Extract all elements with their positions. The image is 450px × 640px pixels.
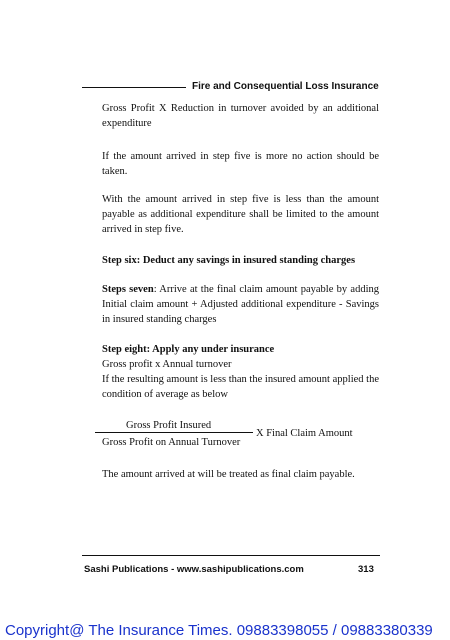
paragraph-gross-profit: Gross Profit X Reduction in turnover avoided by an additional expenditure <box>102 103 379 129</box>
step-eight-text: : Apply any under insurance <box>146 344 275 355</box>
header-rule <box>82 87 186 88</box>
step-eight <box>102 342 379 357</box>
step-six-text: : Deduct any savings in insured standing charges <box>136 255 356 266</box>
step-seven-text: : Arrive at the final claim amount payable by adding Initial claim amount + Adjusted additional expenditure - Savings in insured standing charges <box>102 284 379 325</box>
formula-denominator: Gross Profit on Annual Turnover <box>102 437 241 448</box>
step-six-label: Step six <box>102 255 137 266</box>
formula-numerator: Gross Profit Insured <box>126 420 212 431</box>
footer-publisher: Sashi Publications - www.sashipublications.com <box>84 564 304 575</box>
step-eight-label: Step eight <box>102 344 147 355</box>
running-header: Fire and Consequential Loss Insurance <box>192 81 379 92</box>
step-seven-label: Steps seven <box>102 284 154 295</box>
step-seven <box>102 282 379 327</box>
step-eight-gross-profit: Gross profit x Annual turnover <box>102 359 232 370</box>
copyright-watermark: Copyright@ The Insurance Times. 09883398055 / 09883380339 <box>5 622 433 639</box>
formula-fraction-bar <box>95 432 253 433</box>
paragraph-step-five-less: With the amount arrived in step five is less than the amount payable as additional expenditure shall be limited to the amount arrived in step five. <box>102 194 379 235</box>
footer-rule <box>82 555 380 556</box>
closing-sentence: The amount arrived at will be treated as final claim payable. <box>102 469 355 480</box>
step-six <box>102 253 379 268</box>
page-number: 313 <box>358 564 374 575</box>
step-eight-condition: If the resulting amount is less than the insured amount applied the condition of average as below <box>102 374 379 400</box>
paragraph-step-five-more: If the amount arrived in step five is more no action should be taken. <box>102 151 379 177</box>
formula-multiplier: X Final Claim Amount <box>256 428 353 439</box>
